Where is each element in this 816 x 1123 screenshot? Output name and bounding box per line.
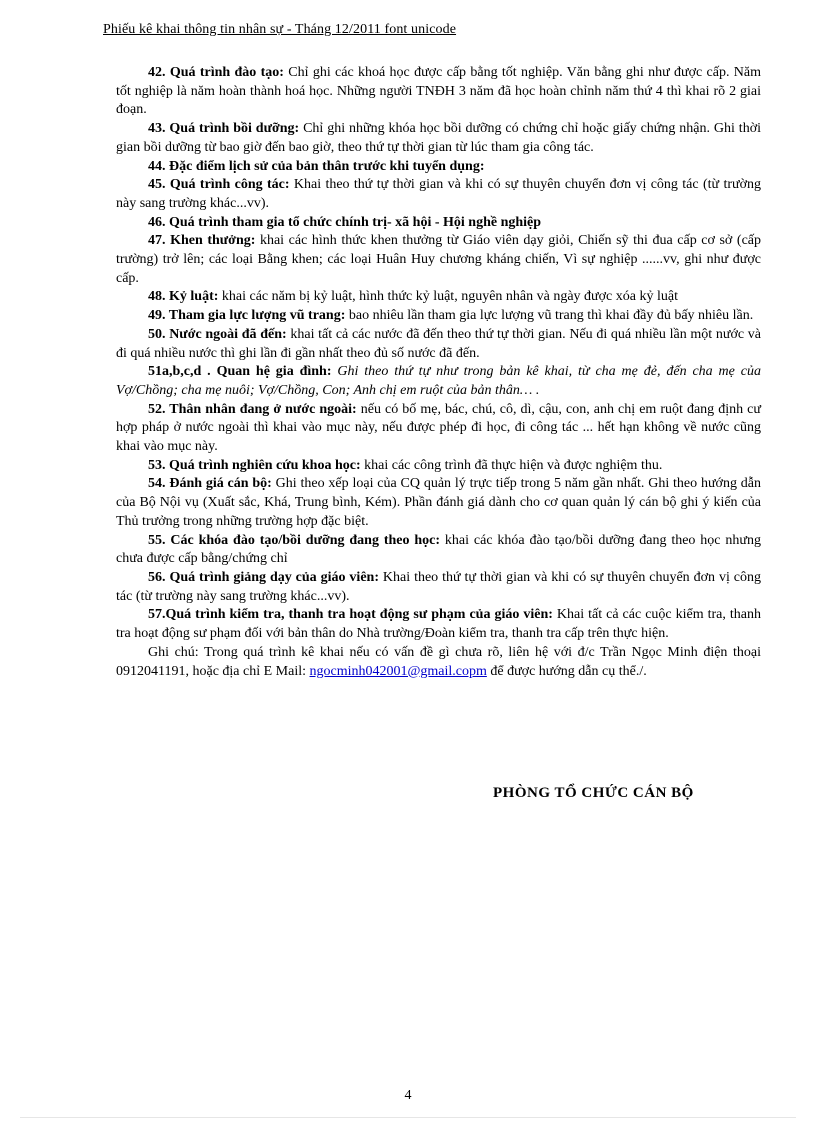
item-42 <box>116 64 761 120</box>
item-label: 50. Nước ngoài đã đến: <box>148 326 287 342</box>
item-44 <box>116 158 761 177</box>
item-51 <box>116 363 761 400</box>
running-header: Phiếu kê khai thông tin nhân sự - Tháng 12/2011 font unicode <box>103 22 457 37</box>
item-54 <box>116 475 761 531</box>
item-label: 54. Đánh giá cán bộ: <box>148 476 272 492</box>
item-45 <box>116 176 761 213</box>
item-text: Khai theo thứ tự thời gian và khi có sự thuyên chuyển đơn vị công tác (từ trường này sang trường khác...vv). <box>116 569 761 604</box>
item-text: khai các hình thức khen thưởng từ Giáo viên dạy giỏi, Chiến sỹ thi đua cấp cơ sở (cấp trường) trở lên; các loại Bằng khen; các loại Huân Huy chương kháng chiến, Vì sự nghiệp ......vv, ghi như được cấp. <box>116 233 761 286</box>
item-43 <box>116 120 761 157</box>
item-label: 57.Quá trình kiểm tra, thanh tra hoạt động sư phạm của giáo viên: <box>148 607 553 623</box>
item-text: Chỉ ghi các khoá học được cấp bằng tốt nghiệp. Văn bằng ghi như được cấp. Năm tốt nghiệp là năm hoàn thành hoá học. Những người TNĐH 3 năm đã học hoàn chỉnh năm thứ 4 thì khai rõ 2 giai đoạn. <box>116 65 762 118</box>
item-label: 49. Tham gia lực lượng vũ trang: <box>148 308 346 324</box>
item-56 <box>116 569 761 606</box>
item-label: 43. Quá trình bồi dưỡng: <box>148 121 300 137</box>
page-bottom-divider <box>20 1117 796 1118</box>
item-52 <box>116 401 761 457</box>
email-link[interactable]: ngocminh042001@gmail.copm <box>309 663 487 679</box>
signature-department: PHÒNG TỔ CHỨC CÁN BỘ <box>493 785 694 801</box>
item-text: bao nhiêu lần tham gia lực lượng vũ trang thì khai đầy đủ bấy nhiêu lần. <box>345 308 754 324</box>
item-label: 51a,b,c,d . Quan hệ gia đình: <box>148 364 332 380</box>
item-text: nếu có bố mẹ, bác, chú, cô, dì, cậu, con, anh chị em ruột đang định cư hợp pháp ở nước ngoài thì khai vào mục này, nếu được phép đi học, đi công tác ... hết hạn không về nước cũng khai vào mục này. <box>116 401 761 455</box>
item-47 <box>116 232 761 288</box>
item-label: 55. Các khóa đào tạo/bồi dưỡng đang theo học: <box>148 532 441 548</box>
item-label: 47. Khen thưởng: <box>148 233 256 249</box>
page-number: 4 <box>404 1088 412 1103</box>
item-label: 45. Quá trình công tác: <box>148 177 290 193</box>
item-55 <box>116 532 761 569</box>
item-text: Ghi theo xếp loại của CQ quản lý trực tiếp trong 5 năm gần nhất. Ghi theo hướng dẫn của Bộ Nội vụ (Xuất sắc, Khá, Trung bình, Kém). Phần đánh giá dành cho cơ quan quản lý cán bộ ghi ý kiến của Thủ trưởng trong những trường hợp đặc biệt. <box>116 476 761 529</box>
item-text: khai các năm bị kỷ luật, hình thức kỷ luật, nguyên nhân và ngày được xóa kỷ luật <box>218 289 678 305</box>
item-text: Chỉ ghi những khóa học bồi dưỡng có chứng chỉ hoặc giấy chứng nhận. Ghi thời gian bồi dưỡng từ bao giờ đến bao giờ, theo thứ tự thời gian từ lúc tham gia công tác. <box>116 121 761 155</box>
item-text: khai các công trình đã thực hiện và được nghiệm thu. <box>360 457 663 473</box>
item-label: 46. Quá trình tham gia tổ chức chính trị- xã hội - Hội nghề nghiệp <box>148 214 542 230</box>
item-italic-text: Ghi theo thứ tự như trong bản kê khai, từ cha mẹ đẻ, đến cha mẹ của Vợ/Chồng; cha mẹ nuôi; Vợ/Chồng, Con; Anh chị em ruột của bản thân… . <box>116 364 761 398</box>
item-text: Khai tất cả các cuộc kiểm tra, thanh tra hoạt động sư phạm đối với bản thân do Nhà trường/Đoàn kiểm tra, thanh tra cấp trên thực hiện. <box>116 607 761 642</box>
item-53 <box>116 457 761 476</box>
item-label: 52. Thân nhân đang ở nước ngoài: <box>148 401 357 417</box>
item-text: Khai theo thứ tự thời gian và khi có sự thuyên chuyển đơn vị công tác (từ trường này sang trường khác...vv). <box>116 177 761 211</box>
item-label: 56. Quá trình giảng dạy của giáo viên: <box>148 569 379 585</box>
item-46 <box>116 214 761 233</box>
note-text-end: để được hướng dẫn cụ thể./. <box>486 663 647 679</box>
item-label: 53. Quá trình nghiên cứu khoa học: <box>148 457 361 473</box>
item-50 <box>116 326 761 363</box>
item-text: khai tất cả các nước đã đến theo thứ tự thời gian. Nếu đi quá nhiều lần một nước và đi quá nhiều nước thì ghi lần đi gần nhất theo đủ số nước đã đến. <box>116 326 762 361</box>
instruction-list <box>116 64 761 681</box>
item-text: khai các khóa đào tạo/bồi dưỡng đang theo học nhưng chưa được cấp bằng/chứng chỉ <box>116 532 761 567</box>
note-text: Ghi chú: Trong quá trình kê khai nếu có vấn đề gì chưa rõ, liên hệ với đ/c Trần Ngọc Minh điện thoại 0912041191, hoặc địa chỉ E Mail: <box>116 644 761 679</box>
item-57 <box>116 606 761 643</box>
item-49 <box>116 307 761 326</box>
item-label: 44. Đặc điểm lịch sử của bản thân trước khi tuyển dụng: <box>148 158 485 174</box>
item-label: 42. Quá trình đào tạo: <box>148 65 284 80</box>
item-48 <box>116 288 761 307</box>
item-label: 48. Kỷ luật: <box>148 289 219 305</box>
note-paragraph <box>116 644 761 681</box>
